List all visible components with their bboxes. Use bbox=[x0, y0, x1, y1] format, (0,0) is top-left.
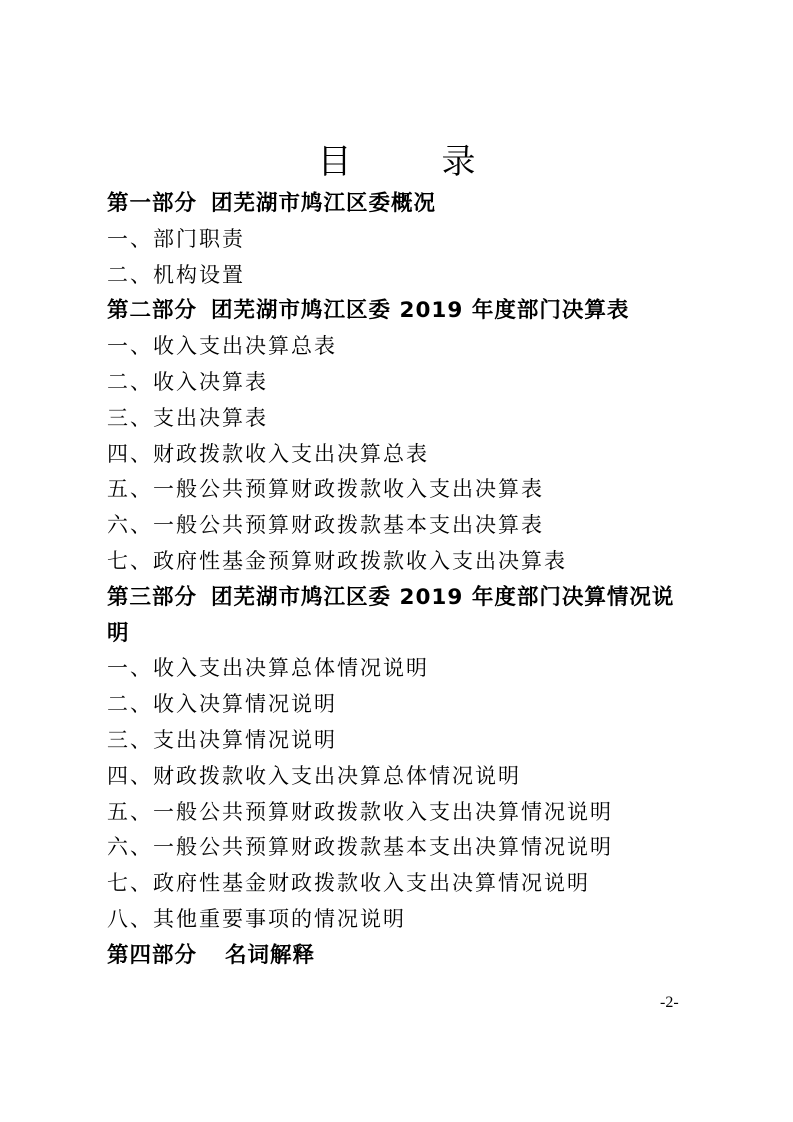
page-number: -2- bbox=[660, 994, 679, 1011]
page-title: 目 录 bbox=[317, 142, 504, 182]
toc-item: 三、支出决算情况说明 bbox=[107, 727, 337, 752]
toc-item: 一、收入支出决算总表 bbox=[107, 334, 337, 359]
part4-heading bbox=[107, 938, 707, 974]
part3-label: 第三部分 bbox=[107, 584, 198, 610]
table-of-contents bbox=[107, 186, 707, 974]
toc-item: 七、政府性基金预算财政拨款收入支出决算表 bbox=[107, 548, 567, 573]
part1-label: 第一部分 bbox=[107, 191, 198, 216]
toc-item: 二、收入决算表 bbox=[107, 369, 268, 394]
toc-item: 四、财政拨款收入支出决算总体情况说明 bbox=[107, 763, 521, 788]
part3-heading-continued: 明 bbox=[107, 620, 130, 646]
part2-label: 第二部分 bbox=[107, 298, 198, 324]
toc-item: 三、支出决算表 bbox=[107, 405, 268, 430]
part2-heading bbox=[107, 293, 707, 329]
toc-item: 五、一般公共预算财政拨款收入支出决算情况说明 bbox=[107, 799, 613, 824]
part1-heading bbox=[107, 186, 707, 222]
toc-item: 六、一般公共预算财政拨款基本支出决算表 bbox=[107, 513, 544, 538]
toc-item: 一、部门职责 bbox=[107, 226, 245, 251]
part4-label: 第四部分 bbox=[107, 942, 198, 968]
toc-item: 八、其他重要事项的情况说明 bbox=[107, 906, 406, 931]
toc-item: 二、机构设置 bbox=[107, 262, 245, 287]
part3-heading bbox=[107, 580, 707, 616]
part3-title: 团芜湖市鸠江区委 2019 年度部门决算情况说 bbox=[211, 584, 675, 610]
toc-item: 六、一般公共预算财政拨款基本支出决算情况说明 bbox=[107, 835, 613, 860]
toc-item: 五、一般公共预算财政拨款收入支出决算表 bbox=[107, 477, 544, 502]
part2-title: 团芜湖市鸠江区委 2019 年度部门决算表 bbox=[211, 298, 630, 324]
toc-item: 二、收入决算情况说明 bbox=[107, 692, 337, 717]
toc-item: 七、政府性基金财政拨款收入支出决算情况说明 bbox=[107, 871, 590, 896]
toc-item: 一、收入支出决算总体情况说明 bbox=[107, 656, 429, 681]
part1-title: 团芜湖市鸠江区委概况 bbox=[211, 191, 437, 216]
toc-item: 四、财政拨款收入支出决算总表 bbox=[107, 441, 429, 466]
part4-title: 名词解释 bbox=[225, 942, 316, 968]
